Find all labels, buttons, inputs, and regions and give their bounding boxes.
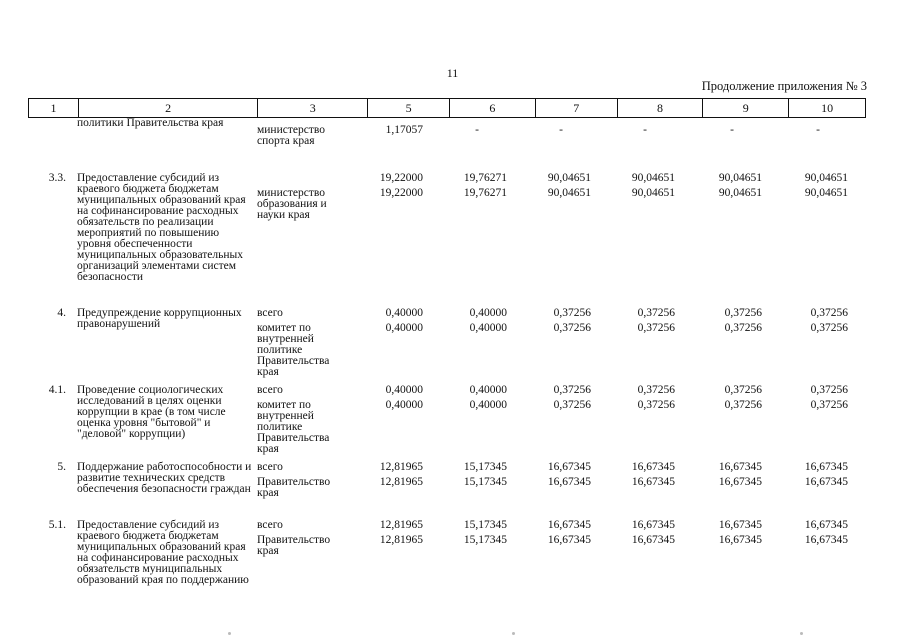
header-col-8: 8 (618, 99, 704, 117)
row-value: 0,37256 (637, 384, 675, 396)
row-value: 0,37256 (637, 322, 675, 334)
scan-mark (228, 632, 231, 635)
row-value: 0,37256 (810, 384, 848, 396)
row-recipient-label: всего (257, 519, 283, 531)
row-value: 12,81965 (379, 461, 423, 473)
row-value: 16,67345 (547, 461, 591, 473)
row-value: 19,76271 (463, 172, 507, 184)
row-value: 90,04651 (718, 187, 762, 199)
row-value: 0,40000 (385, 384, 423, 396)
row-value: 0,37256 (810, 399, 848, 411)
row-recipient-label: всего (257, 384, 283, 396)
row-recipient-label: Правительство края (257, 476, 331, 499)
row-value: 16,67345 (718, 461, 762, 473)
header-col-1: 1 (29, 99, 79, 117)
row-value: 0,37256 (637, 307, 675, 319)
row-value: 90,04651 (718, 172, 762, 184)
row-value: 0,37256 (553, 322, 591, 334)
row-value: 0,40000 (469, 322, 507, 334)
page-number: 11 (446, 66, 459, 80)
row-recipient-label: комитет по внутренней политике Правительства края (257, 399, 330, 455)
row-value: 15,17345 (463, 534, 507, 546)
row-value: - (730, 124, 734, 136)
row-recipient-label: комитет по внутренней политике Правительства края (257, 322, 330, 378)
row-value: 19,22000 (379, 187, 423, 199)
scan-mark (800, 632, 803, 635)
row-value: 16,67345 (547, 519, 591, 531)
row-number: 5.1. (48, 519, 66, 531)
row-value: - (643, 124, 647, 136)
row-recipient-label: всего (257, 461, 283, 473)
row-value: 90,04651 (631, 187, 675, 199)
table-header (28, 98, 866, 118)
row-value: 12,81965 (379, 519, 423, 531)
row-value: 16,67345 (804, 476, 848, 488)
row-recipient-label: всего (257, 307, 283, 319)
row-number: 4.1. (48, 384, 66, 396)
header-col-2: 2 (79, 99, 259, 117)
row-value: 90,04651 (804, 187, 848, 199)
row-name: Предоставление субсидий из краевого бюджета бюджетам муниципальных образований края на софинансирование расходных обязательств муниципальных образований края по поддержанию (77, 519, 249, 586)
row-value: 19,22000 (379, 172, 423, 184)
row-value: 0,37256 (553, 384, 591, 396)
header-col-5: 5 (368, 99, 450, 117)
row-value: 16,67345 (718, 534, 762, 546)
row-name: Поддержание работоспособности и развитие технических средств обеспечения безопасности граждан (77, 461, 252, 495)
header-col-10: 10 (821, 101, 834, 115)
row-value: 15,17345 (463, 519, 507, 531)
row-value: 0,37256 (553, 399, 591, 411)
row-value: 0,37256 (553, 307, 591, 319)
row-name: Проведение социологических исследований в целях оценки коррупции в крае (в том числе оценка уровня "бытовой" и "деловой" коррупции) (77, 384, 226, 440)
row-value: 16,67345 (804, 519, 848, 531)
header-col-7: 7 (536, 99, 618, 117)
row-value: 15,17345 (463, 476, 507, 488)
row-value: 0,37256 (810, 322, 848, 334)
row-value: 16,67345 (631, 519, 675, 531)
row-value: 0,40000 (469, 307, 507, 319)
row-value: 90,04651 (804, 172, 848, 184)
row-value: 16,67345 (804, 461, 848, 473)
row-recipient-label: Правительство края (257, 534, 331, 557)
row-value: 0,37256 (724, 307, 762, 319)
row-value: 0,37256 (810, 307, 848, 319)
row-value: 16,67345 (547, 534, 591, 546)
row-name: политики Правительства края (77, 117, 224, 129)
row-value: - (816, 124, 820, 136)
row-value: 90,04651 (547, 172, 591, 184)
row-value: - (559, 124, 563, 136)
row-value: 0,40000 (385, 307, 423, 319)
row-value: 0,37256 (637, 399, 675, 411)
row-value: 0,40000 (469, 399, 507, 411)
row-value: 0,37256 (724, 322, 762, 334)
row-value: 0,37256 (724, 384, 762, 396)
row-name: Предоставление субсидий из краевого бюджета бюджетам муниципальных образований края на софинансирование расходных обязательств по реализации мероприятий по повышению уровня обеспеченности муниципальных образовательных организаций элементами систем безопасности (77, 172, 246, 283)
header-col-9: 9 (703, 99, 789, 117)
row-value: 90,04651 (547, 187, 591, 199)
row-value: 12,81965 (379, 534, 423, 546)
row-value: 16,67345 (631, 476, 675, 488)
row-recipient-label: министерство спорта края (257, 124, 325, 147)
row-number: 3.3. (48, 172, 66, 184)
row-value: 0,40000 (469, 384, 507, 396)
row-number: 4. (57, 307, 66, 319)
row-value: 1,17057 (385, 124, 423, 136)
appendix-note: Продолжение приложения № 3 (701, 79, 867, 93)
row-value: - (475, 124, 479, 136)
row-value: 16,67345 (804, 534, 848, 546)
row-value: 12,81965 (379, 476, 423, 488)
row-name: Предупреждение коррупционных правонарушений (77, 307, 242, 330)
row-recipient-label: министерство образования и науки края (257, 187, 327, 221)
row-number: 5. (57, 461, 66, 473)
row-value: 16,67345 (718, 476, 762, 488)
row-value: 15,17345 (463, 461, 507, 473)
header-col-3: 3 (258, 99, 368, 117)
row-value: 19,76271 (463, 187, 507, 199)
row-value: 0,37256 (724, 399, 762, 411)
row-value: 16,67345 (631, 461, 675, 473)
row-value: 16,67345 (718, 519, 762, 531)
scan-mark (512, 632, 515, 635)
row-value: 16,67345 (547, 476, 591, 488)
row-value: 90,04651 (631, 172, 675, 184)
row-value: 16,67345 (631, 534, 675, 546)
row-value: 0,40000 (385, 399, 423, 411)
row-value: 0,40000 (385, 322, 423, 334)
header-col-6: 6 (450, 99, 536, 117)
